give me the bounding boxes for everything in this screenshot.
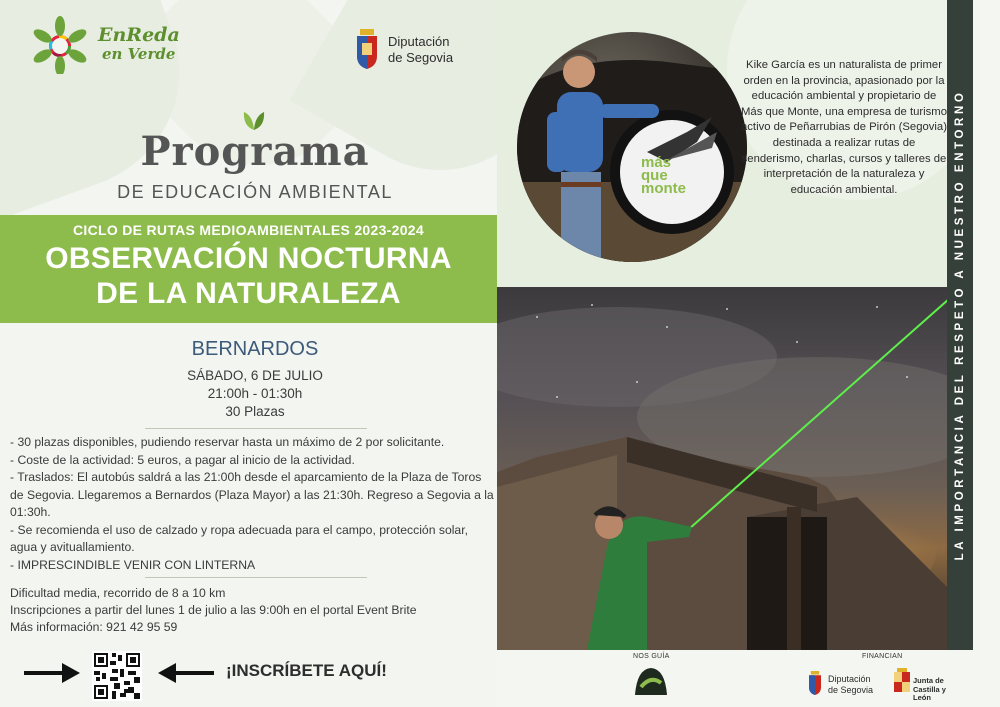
contact-text: Más información: 921 42 95 59 (10, 620, 178, 634)
enreda-line2: en Verde (102, 45, 176, 63)
dip-footer-line1: Diputación (828, 674, 871, 684)
registration-text: Inscripciones a partir del lunes 1 de julio a las 9:00h en el portal Event Brite (10, 603, 417, 617)
crest-icon (352, 28, 382, 70)
event-date: SÁBADO, 6 DE JULIO (187, 368, 323, 383)
activity-title-line2: DE LA NATURALEZA (96, 277, 401, 310)
divider (145, 428, 367, 429)
left-panel (0, 0, 497, 707)
jcl-line1: Junta de (913, 676, 944, 685)
junta-castilla-leon-logo (893, 668, 953, 700)
vertical-slogan: LA IMPORTANCIA DEL RESPETO A NUESTRO ENTORNO (954, 89, 966, 561)
cycle-label: CICLO DE RUTAS MEDIOAMBIENTALES 2023-2024 (73, 222, 424, 238)
guide-panel (497, 0, 947, 287)
event-seats: 30 Plazas (225, 404, 285, 419)
night-photo-illustration (497, 287, 947, 650)
nosguia-logo-icon (633, 665, 669, 697)
activity-banner (0, 215, 497, 323)
diputacion-segovia-logo (352, 28, 477, 72)
night-photo (497, 287, 947, 650)
diputacion-footer-logo (806, 670, 886, 700)
divider (145, 577, 367, 578)
guide-bio: Kike García es un naturalista de primer orden en la provincia, apasionado por la educación ambiental y propietario de Más que Monte, una empresa de turismo activo de Peñarrubias de Pirón (Segovia) destinada a realizar rutas de senderismo, charlas, cursos y talleres de interpretación de la naturaleza y educación ambiental. (741, 59, 947, 196)
event-place: BERNARDOS (191, 338, 319, 360)
guide-photo (517, 32, 747, 262)
crest-icon (806, 670, 824, 696)
enreda-line1: EnReda (98, 24, 180, 46)
jcl-text (913, 677, 953, 703)
dip-footer-line2: de Segovia (828, 684, 874, 695)
crest-icon (893, 668, 911, 696)
list-item: - Coste de la actividad: 5 euros, a pagar al inicio de la actividad. (10, 452, 355, 467)
list-item: - Se recomienda el uso de calzado y ropa adecuada para el campo, protección solar, agua y avituallamiento. (10, 522, 468, 554)
diputacion-footer-text (828, 674, 873, 695)
qr-code-icon[interactable] (92, 651, 142, 701)
page-title: Programa (140, 128, 370, 175)
guide-photo-illustration (517, 32, 747, 262)
badge-line3: monte (641, 180, 686, 197)
activity-title-line1: OBSERVACIÓN NOCTURNA (45, 242, 452, 275)
conditions-list (10, 434, 495, 574)
enreda-wordmark (98, 26, 180, 64)
badge-line1: más (641, 154, 672, 171)
list-item: - IMPRESCINDIBLE VENIR CON LINTERNA (10, 557, 256, 572)
difficulty-text: Dificultad media, recorrido de 8 a 10 km (10, 586, 226, 600)
financian-label: FINANCIAN (862, 653, 903, 660)
arrow-right-icon (24, 663, 80, 683)
arrow-left-icon (158, 663, 214, 683)
jcl-line2: Castilla y León (913, 684, 946, 702)
register-cta[interactable]: ¡INSCRÍBETE AQUÍ! (226, 661, 387, 680)
diputacion-line1: Diputación (388, 34, 450, 49)
nos-guia-label: NOS GUÍA (633, 653, 670, 660)
diputacion-line2: de Segovia (388, 50, 454, 65)
list-item: - 30 plazas disponibles, pudiendo reservar hasta un máximo de 2 por solicitante. (10, 435, 445, 449)
event-time: 21:00h - 01:30h (207, 386, 303, 401)
event-details (0, 367, 497, 421)
badge-line2: que (641, 167, 668, 184)
page-subtitle: DE EDUCACIÓN AMBIENTAL (117, 182, 393, 202)
list-item: - Traslados: El autobús saldrá a las 21:00h desde el aparcamiento de la Plaza de Toros de Segovia. Llegaremos a Bernardos (Plaza Mayor) a las 21:30h. Regreso a Segovia a la 01:30h. (10, 470, 494, 519)
mas-que-monte-badge (641, 156, 721, 195)
diputacion-text (388, 34, 453, 66)
enreda-en-verde-logo (28, 12, 178, 74)
enreda-flower-icon (28, 12, 92, 74)
footer-info (10, 585, 495, 636)
right-margin (973, 0, 1000, 707)
